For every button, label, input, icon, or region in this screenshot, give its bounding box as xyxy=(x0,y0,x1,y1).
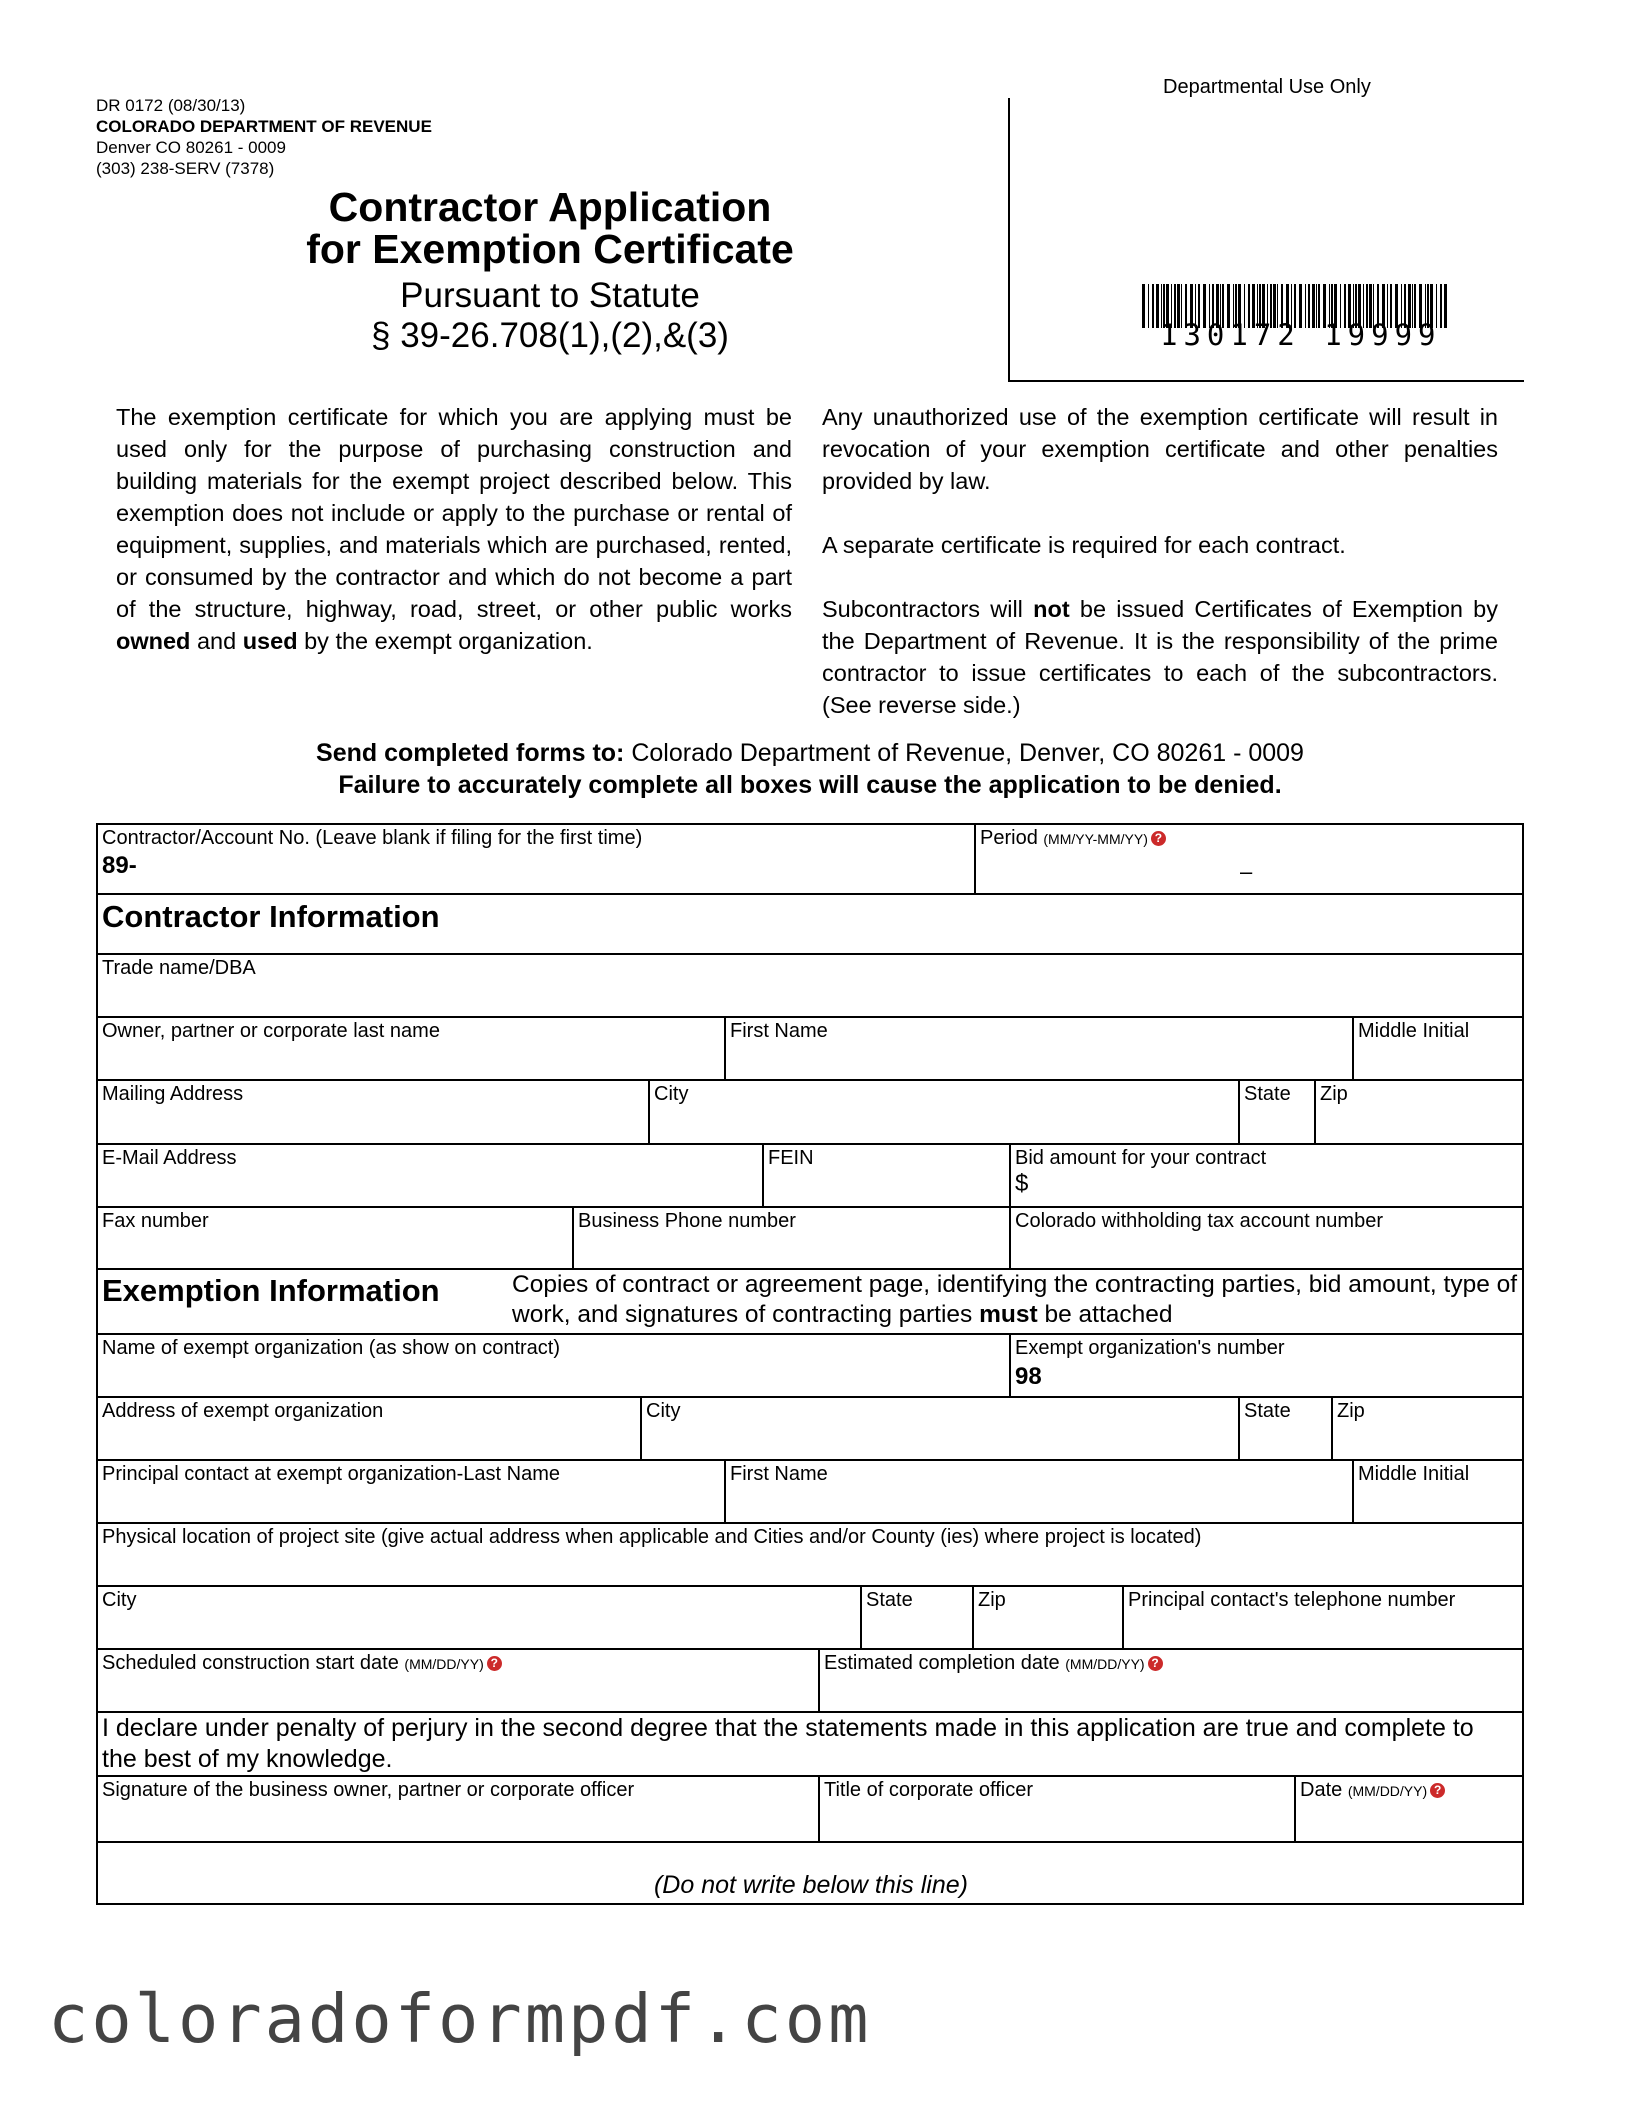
date-field[interactable] xyxy=(1294,1775,1524,1841)
mailing-city-label: City xyxy=(654,1083,689,1105)
fax-label: Fax number xyxy=(102,1210,209,1232)
exemption-note: Copies of contract or agreement page, identifying the contracting parties, bid amount, type of work, and signatures of contracting parties must be attached xyxy=(512,1271,1518,1328)
project-state-field[interactable] xyxy=(860,1585,972,1648)
intro-right-p3b: be issued Certificates of Exemption by the Department of Revenue. It is the responsibility of the prime contractor to issue certificates to each of the subcontractors. (See reverse side.) xyxy=(822,596,1498,718)
help-icon[interactable]: ? xyxy=(487,1656,502,1671)
exempt-zip-field[interactable] xyxy=(1331,1396,1524,1459)
project-city-field[interactable] xyxy=(98,1585,860,1648)
owner-first-name-label: First Name xyxy=(730,1020,828,1042)
send-address: Colorado Department of Revenue, Denver, CO 80261 - 0009 xyxy=(624,739,1304,767)
owner-middle-initial-field[interactable] xyxy=(1352,1016,1524,1079)
departmental-use-label: Departmental Use Only xyxy=(1163,76,1371,98)
barcode-number: 130172 19999 xyxy=(1160,318,1442,352)
email-field[interactable] xyxy=(98,1143,762,1206)
fax-field[interactable] xyxy=(98,1206,572,1268)
completion-date-field[interactable] xyxy=(818,1648,1524,1711)
account-field[interactable] xyxy=(98,825,974,893)
owner-last-name-label: Owner, partner or corporate last name xyxy=(102,1020,440,1042)
intro-left-end: by the exempt organization. xyxy=(297,628,593,654)
project-state-label: State xyxy=(866,1589,913,1611)
account-value[interactable]: 89- xyxy=(102,852,137,879)
exempt-state-field[interactable] xyxy=(1238,1396,1331,1459)
trade-name-label: Trade name/DBA xyxy=(102,957,256,979)
exempt-state-label: State xyxy=(1244,1400,1291,1422)
principal-middle-initial-field[interactable] xyxy=(1352,1459,1524,1522)
send-label: Send completed forms to: xyxy=(316,739,625,767)
principal-phone-field[interactable] xyxy=(1122,1585,1524,1648)
owner-last-name-field[interactable] xyxy=(98,1016,724,1079)
bid-amount-field[interactable] xyxy=(1009,1143,1524,1206)
intro-and: and xyxy=(190,628,243,654)
contractor-section-title: Contractor Information xyxy=(102,899,440,934)
mailing-state-field[interactable] xyxy=(1238,1079,1314,1143)
fein-field[interactable] xyxy=(762,1143,1009,1206)
help-icon[interactable]: ? xyxy=(1148,1656,1163,1671)
project-zip-field[interactable] xyxy=(972,1585,1122,1648)
withholding-field[interactable] xyxy=(1009,1206,1524,1268)
account-label: Contractor/Account No. (Leave blank if filing for the first time) xyxy=(102,827,643,849)
officer-title-field[interactable] xyxy=(818,1775,1294,1841)
exempt-org-number-label: Exempt organization's number xyxy=(1015,1337,1285,1359)
mailing-address-field[interactable] xyxy=(98,1079,648,1143)
exemption-section-title: Exemption Information xyxy=(102,1273,440,1308)
completion-date-label: Estimated completion date (MM/DD/YY) ? xyxy=(824,1652,1163,1675)
perjury-declaration: I declare under penalty of perjury in the second degree that the statements made in this application are true and complete to the best of my knowledge. xyxy=(102,1714,1474,1773)
mailing-state-label: State xyxy=(1244,1083,1291,1105)
period-dash: – xyxy=(1240,859,1253,884)
owner-middle-initial-label: Middle Initial xyxy=(1358,1020,1470,1042)
signature-field[interactable] xyxy=(98,1775,818,1841)
site-watermark: coloradoformpdf.com xyxy=(48,1980,872,2058)
intro-used: used xyxy=(242,628,298,654)
mailing-city-field[interactable] xyxy=(648,1079,1238,1143)
form-number: DR 0172 (08/30/13) xyxy=(96,96,246,115)
intro-left-text: The exemption certificate for which you are applying must be used only for the purpose of purchasing construction and building materials for the exempt project described below. This exemption does not include or apply to the purchase or rental of equipment, supplies, and materials which are purchased, rented, or consumed by the contractor and which do not become a part of the structure, highway, road, street, or other public works xyxy=(116,404,792,622)
business-phone-field[interactable] xyxy=(572,1206,1009,1268)
exempt-zip-label: Zip xyxy=(1337,1400,1365,1422)
title-block xyxy=(250,186,850,356)
principal-first-name-field[interactable] xyxy=(724,1459,1352,1522)
department-name: COLORADO DEPARTMENT OF REVENUE xyxy=(96,117,432,136)
exempt-address-label: Address of exempt organization xyxy=(102,1400,384,1422)
principal-last-name-field[interactable] xyxy=(98,1459,724,1522)
intro-right-p3a: Subcontractors will xyxy=(822,596,1034,622)
intro-right-p2: A separate certificate is required for each contract. xyxy=(822,532,1346,558)
exempt-org-name-field[interactable] xyxy=(98,1333,1009,1396)
exempt-org-number-value[interactable]: 98 xyxy=(1015,1363,1042,1390)
principal-first-name-label: First Name xyxy=(730,1463,828,1485)
intro-left xyxy=(116,401,792,657)
application-form xyxy=(96,823,1524,1905)
fein-label: FEIN xyxy=(768,1147,814,1169)
send-instructions xyxy=(96,737,1524,801)
start-date-label: Scheduled construction start date (MM/DD/YY) ? xyxy=(102,1652,502,1675)
intro-right xyxy=(822,401,1498,721)
page-title-line1: Contractor Application xyxy=(328,184,772,230)
email-label: E-Mail Address xyxy=(102,1147,237,1169)
project-location-field[interactable] xyxy=(98,1522,1524,1585)
department-city: Denver CO 80261 - 0009 xyxy=(96,138,286,157)
mailing-address-label: Mailing Address xyxy=(102,1083,244,1105)
trade-name-field[interactable] xyxy=(98,953,1524,1016)
project-location-label: Physical location of project site (give actual address when applicable and Cities and/or County (ies) where project is located) xyxy=(102,1526,1202,1548)
statute-line2: § 39-26.708(1),(2),&(3) xyxy=(371,316,729,355)
project-zip-label: Zip xyxy=(978,1589,1006,1611)
help-icon[interactable]: ? xyxy=(1151,831,1166,846)
bid-amount-label: Bid amount for your contract xyxy=(1015,1147,1267,1169)
date-label: Date (MM/DD/YY) ? xyxy=(1300,1779,1445,1802)
intro-owned: owned xyxy=(116,628,191,654)
dollar-sign: $ xyxy=(1015,1170,1029,1197)
page-title-line2: for Exemption Certificate xyxy=(306,226,794,272)
withholding-label: Colorado withholding tax account number xyxy=(1015,1210,1383,1232)
principal-phone-label: Principal contact's telephone number xyxy=(1128,1589,1456,1611)
period-field[interactable] xyxy=(974,825,1524,893)
owner-first-name-field[interactable] xyxy=(724,1016,1352,1079)
signature-label: Signature of the business owner, partner or corporate officer xyxy=(102,1779,635,1801)
project-city-label: City xyxy=(102,1589,137,1611)
department-phone: (303) 238-SERV (7378) xyxy=(96,159,275,178)
intro-right-not: not xyxy=(1033,596,1070,622)
mailing-zip-label: Zip xyxy=(1320,1083,1348,1105)
business-phone-label: Business Phone number xyxy=(578,1210,796,1232)
statute-line1: Pursuant to Statute xyxy=(400,276,700,315)
officer-title-label: Title of corporate officer xyxy=(824,1779,1033,1801)
form-header xyxy=(96,95,432,179)
mailing-zip-field[interactable] xyxy=(1314,1079,1524,1143)
exempt-address-field[interactable] xyxy=(98,1396,640,1459)
intro-right-p1: Any unauthorized use of the exemption certificate will result in revocation of your exemption certificate and other penalties provided by law. xyxy=(822,404,1498,494)
exempt-org-name-label: Name of exempt organization (as show on contract) xyxy=(102,1337,560,1359)
denial-warning: Failure to accurately complete all boxes will cause the application to be denied. xyxy=(338,771,1282,799)
do-not-write-notice: (Do not write below this line) xyxy=(653,1871,968,1899)
start-date-field[interactable] xyxy=(98,1648,818,1711)
principal-last-name-label: Principal contact at exempt organization-Last Name xyxy=(102,1463,561,1485)
exempt-org-number-field[interactable] xyxy=(1009,1333,1524,1396)
principal-middle-initial-label: Middle Initial xyxy=(1358,1463,1470,1485)
exempt-city-field[interactable] xyxy=(640,1396,1238,1459)
exempt-city-label: City xyxy=(646,1400,681,1422)
period-label: Period (MM/YY-MM/YY) ? xyxy=(980,827,1166,850)
help-icon[interactable]: ? xyxy=(1430,1783,1445,1798)
